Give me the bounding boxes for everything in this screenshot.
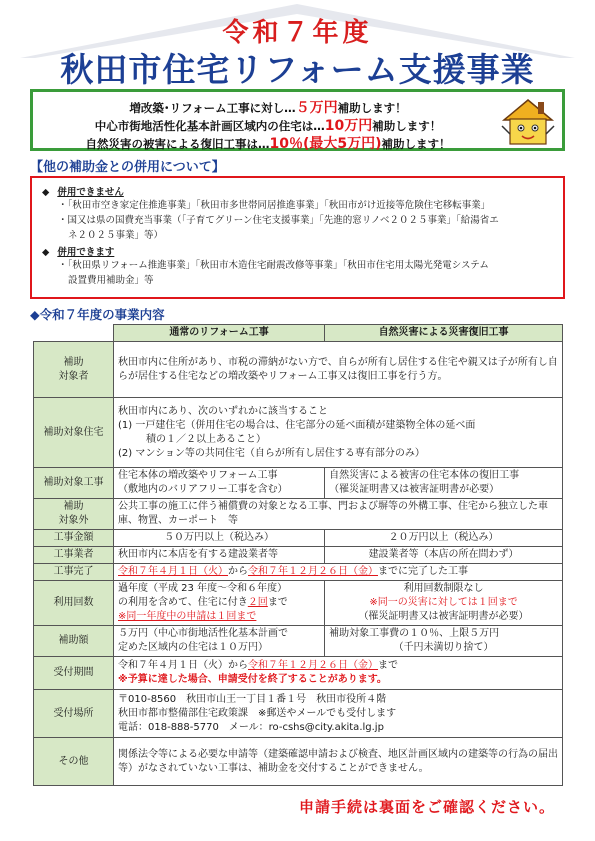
table-header-row xyxy=(34,325,563,342)
section-heading-program-content: ◆令和７年度の事業内容 xyxy=(30,307,165,322)
cost-normal: ５０万円以上（税込み） xyxy=(114,530,325,547)
table-row xyxy=(34,564,563,581)
row-label-cost: 工事金額 xyxy=(34,530,114,547)
uses-normal: 過年度（平成 23 年度～令和６年度） の利用を含めて、住宅に付き２回まで ※同一年度中の申請は１回まで xyxy=(114,581,325,626)
banner-line-1: 増改築･リフォーム工事に対し…５万円補助します！ xyxy=(129,100,407,116)
can-combine-item: ・「秋田県リフォーム推進事業」「秋田市木造住宅耐震改修等事業」「秋田市住宅用太陽光発電システム xyxy=(58,260,489,271)
table-row xyxy=(34,398,563,468)
diamond-bullet-icon: ◆ xyxy=(42,247,50,258)
excluded-text: 公共工事の施工に伴う補償費の対象となる工事、門および塀等の外構工事、住宅から独立した車庫、物置、カーポート 等 xyxy=(114,499,563,530)
table-row xyxy=(34,657,563,690)
table-row xyxy=(34,468,563,499)
row-label-complete: 工事完了 xyxy=(34,564,114,581)
row-label-house: 補助対象住宅 xyxy=(34,398,114,468)
place-text: 〒010-8560 秋田市山王一丁目１番１号 秋田市役所４階 秋田市都市整備部住宅政策課 ※郵送やメールでも受付します 電話：018-888-5770 メール：ro-cshs@city.akita.lg.jp xyxy=(114,690,563,738)
footer-note: 申請手続は裏面をご確認ください。 xyxy=(298,798,555,816)
cannot-combine-heading: ◆ 併用できません xyxy=(42,187,124,198)
table-row xyxy=(34,738,563,786)
banner-line-2: 中心市街地活性化基本計画区域内の住宅は…10万円補助します！ xyxy=(94,118,442,134)
section-heading-other-subsidies: 【他の補助金との併用について】 xyxy=(30,160,225,175)
table-row xyxy=(34,547,563,564)
table-row xyxy=(34,342,563,398)
combination-rules-box xyxy=(30,176,565,299)
table-row xyxy=(34,581,563,626)
can-combine-item-cont: 設置費用補助金」等 xyxy=(68,275,154,286)
house-text: 秋田市内にあり、次のいずれかに該当すること (1) 一戸建住宅（併用住宅の場合は、住宅部分の延べ面積が建築物全体の延べ面 積の１／２以上あること） (2) マンション等の共同住宅（自らが所有し居住する専有部分のみ） xyxy=(114,398,563,468)
amount-normal: ５万円（中心市街地活性化基本計画で 定めた区域内の住宅は１０万円） xyxy=(114,626,325,657)
row-label-place: 受付場所 xyxy=(34,690,114,738)
column-header-normal: 通常のリフォーム工事 xyxy=(114,325,325,342)
banner-line-3: 自然災害の被害による復旧工事は…10％(最大5万円)補助します！ xyxy=(85,136,451,152)
program-content-table xyxy=(33,324,563,786)
other-text: 関係法令等による必要な申請等（建築確認申請および検査、地区計画区域内の建築等の行為の届出等）がなされていない工事は、補助金を交付することができません。 xyxy=(114,738,563,786)
year-title: 令和７年度 xyxy=(222,18,373,48)
table-row xyxy=(34,499,563,530)
table-row xyxy=(34,530,563,547)
house-mascot-icon xyxy=(500,96,556,148)
contractor-disaster: 建設業者等（本店の所在問わず） xyxy=(325,547,563,564)
row-label-amount: 補助額 xyxy=(34,626,114,657)
can-combine-heading: ◆ 併用できます xyxy=(42,247,115,258)
diamond-bullet-icon: ◆ xyxy=(42,187,50,198)
row-label-uses: 利用回数 xyxy=(34,581,114,626)
complete-text: 令和７年４月１日（火）から令和７年１２月２６日（金）までに完了した工事 xyxy=(114,564,563,581)
amount-disaster: 補助対象工事費の１０％、上限５万円 （千円未満切り捨て） xyxy=(325,626,563,657)
row-label-contractor: 工事業者 xyxy=(34,547,114,564)
cost-disaster: ２０万円以上（税込み） xyxy=(325,530,563,547)
column-header-disaster: 自然災害による災害復旧工事 xyxy=(325,325,563,342)
row-label-work: 補助対象工事 xyxy=(34,468,114,499)
table-row xyxy=(34,626,563,657)
cannot-combine-item-cont: ネ２０２５事業」等） xyxy=(68,230,164,241)
period-text: 令和７年４月１日（火）から令和７年１２月２６日（金）まで ※予算に達した場合、申請受付を終了することがあります。 xyxy=(114,657,563,690)
row-label-target: 補助 対象者 xyxy=(34,342,114,398)
table-corner-cell xyxy=(34,325,114,342)
work-disaster: 自然災害による被害の住宅本体の復旧工事 （罹災証明書又は被害証明書が必要） xyxy=(325,468,563,499)
cannot-combine-item: ・「秋田市空き家定住推進事業」「秋田市多世帯同居推進事業」「秋田市がけ近接等危険住宅移転事業」 xyxy=(58,200,491,211)
row-label-period: 受付期間 xyxy=(34,657,114,690)
main-title: 秋田市住宅リフォーム支援事業 xyxy=(60,50,535,89)
row-label-other: その他 xyxy=(34,738,114,786)
subsidy-banner xyxy=(30,89,565,151)
work-normal: 住宅本体の増改築やリフォーム工事 （敷地内のバリアフリー工事を含む） xyxy=(114,468,325,499)
row-label-excluded: 補助 対象外 xyxy=(34,499,114,530)
target-text: 秋田市内に住所があり、市税の滞納がない方で、自らが所有し居住する住宅や親又は子が所有し自らが居住する住宅などの増改築やリフォーム工事又は復旧工事を行う方。 xyxy=(114,342,563,398)
cannot-combine-item: ・国又は県の国費充当事業（「子育てグリーン住宅支援事業」「先進的窓リノベ２０２５事業」「給湯省エ xyxy=(58,215,499,226)
uses-disaster: 利用回数制限なし ※同一の災害に対しては１回まで （罹災証明書又は被害証明書が必要） xyxy=(325,581,563,626)
table-row xyxy=(34,690,563,738)
contractor-normal: 秋田市内に本店を有する建設業者等 xyxy=(114,547,325,564)
